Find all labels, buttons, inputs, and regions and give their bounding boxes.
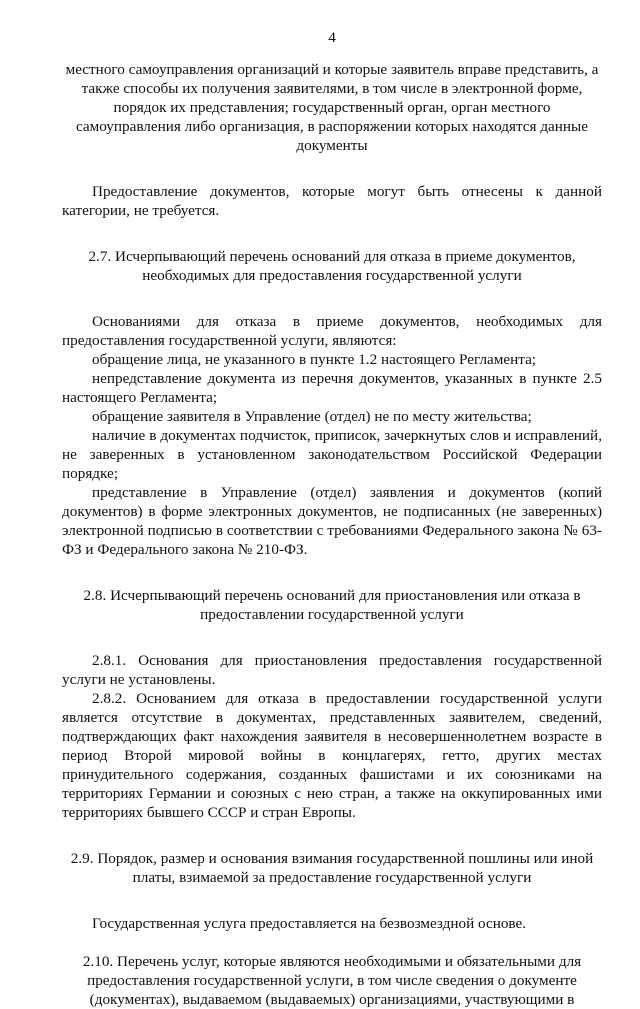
section-2-7-item-3: обращение заявителя в Управление (отдел) не по месту жительства;: [92, 408, 532, 425]
intro-paragraph: местного самоуправления организаций и которые заявитель вправе представить, а также способы их получения заявителями, в том числе в электронной форме, порядок их представления; государственный орган, орган местного самоуправления либо организация, в распоряжении которых находятся данные документы: [65, 61, 599, 154]
page-number: 4: [328, 29, 336, 46]
section-2-7-item-4: наличие в документах подчисток, приписок, зачеркнутых слов и исправлений, не заверенных в установленном законодательством Российской Федерации порядке;: [62, 427, 602, 482]
section-2-7-item-2: непредставление документа из перечня документов, указанных в пункте 2.5 настоящего Регламента;: [62, 370, 602, 406]
section-2-7-item-5: представление в Управление (отдел) заявления и документов (копий документов) в форме электронных документов, не подписанных (не заверенных) электронной подписью в соответствии с требованиями Федерального закона № 63-ФЗ и Федерального закона № 210-ФЗ.: [62, 484, 602, 558]
section-2-8-1-paragraph: 2.8.1. Основания для приостановления предоставления государственной услуги не установлены.: [62, 652, 602, 688]
section-2-7-lead: Основаниями для отказа в приеме документов, необходимых для предоставления государственной услуги, являются:: [62, 313, 602, 349]
section-2-9-text: Государственная услуга предоставляется на безвозмездной основе.: [92, 915, 527, 932]
no-docs-paragraph: Предоставление документов, которые могут быть отнесены к данной категории, не требуется.: [62, 183, 602, 219]
section-2-9-heading: 2.9. Порядок, размер и основания взимания государственной пошлины или иной платы, взимаемой за предоставление государственной услуги: [70, 850, 594, 886]
section-2-7-heading: 2.7. Исчерпывающий перечень оснований для отказа в приеме документов, необходимых для предоставления государственной услуги: [88, 248, 576, 284]
section-2-10-heading: 2.10. Перечень услуг, которые являются необходимыми и обязательными для предоставления государственной услуги, в том числе сведения о документе (документах), выдаваемом (выдаваемых) организациями, участвующими в: [82, 953, 582, 1008]
section-2-7-item-1: обращение лица, не указанного в пункте 1.2 настоящего Регламента;: [92, 351, 537, 368]
section-2-8-2-paragraph: 2.8.2. Основанием для отказа в предоставлении государственной услуги является отсутствие в документах, представленных заявителем, сведений, подтверждающих факт нахождения заявителя в несовершеннолетнем возрасте в период Второй мировой войны в концлагерях, гетто, других местах принудительного содержания, созданных фашистами и их союзниками на территориях Германии и союзных с нею стран, а также на оккупированных ими территориях бывшего СССР и стран Европы.: [62, 690, 602, 821]
section-2-8-heading: 2.8. Исчерпывающий перечень оснований для приостановления или отказа в предоставлении государственной услуги: [83, 587, 581, 623]
